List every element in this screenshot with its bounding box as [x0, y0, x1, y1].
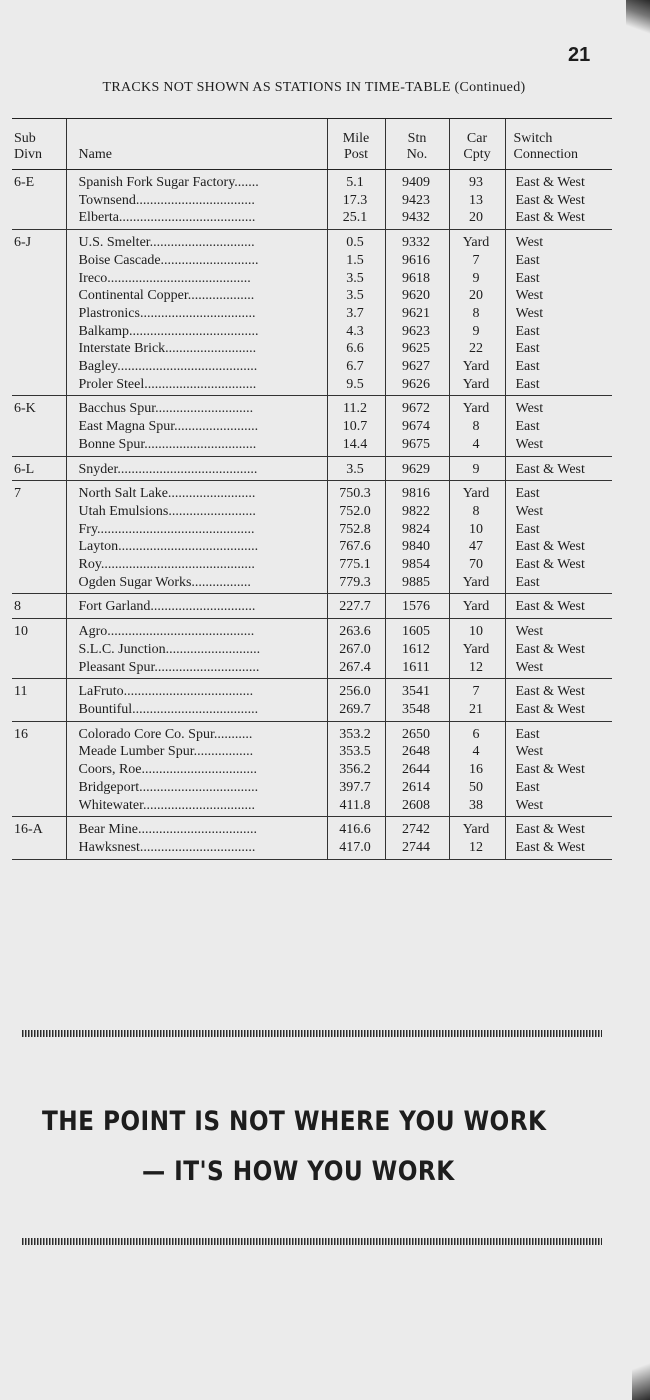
- station-number: 2644: [402, 762, 430, 778]
- switch-connection: East: [515, 486, 540, 502]
- track-name: Coors, Roe.................................: [78, 762, 257, 778]
- switch-connection-cell: [505, 170, 612, 230]
- switch-connection: East & West: [515, 641, 585, 657]
- switch-connection: East: [515, 574, 540, 590]
- mile-post: 752.0: [339, 503, 371, 519]
- station-number: 9675: [402, 436, 430, 452]
- header-stn-no: [385, 119, 449, 170]
- sub-division: 16-A: [12, 817, 66, 859]
- switch-connection-cell: [505, 721, 612, 817]
- mile-post: 6.6: [346, 341, 364, 357]
- car-capacity: 4: [472, 436, 480, 452]
- switch-connection: West: [515, 624, 544, 640]
- station-number: 9885: [402, 574, 430, 590]
- track-name: S.L.C. Junction...........................: [78, 641, 261, 657]
- station-number: 2608: [402, 797, 430, 813]
- track-name-cell: [66, 170, 327, 230]
- page-edge-shadow: [632, 1360, 650, 1400]
- car-capacity-cell: [449, 456, 505, 481]
- mile-post-cell: [327, 396, 385, 456]
- car-capacity: 9: [472, 461, 480, 477]
- mile-post-cell: [327, 679, 385, 721]
- mile-post: 752.8: [339, 521, 371, 537]
- car-capacity: Yard: [462, 235, 490, 251]
- track-name: Colorado Core Co. Spur...........: [78, 726, 253, 742]
- switch-connection: West: [515, 235, 544, 251]
- page-number: 21: [568, 44, 591, 66]
- car-capacity: 47: [469, 539, 483, 555]
- track-name-cell: [66, 619, 327, 679]
- table-row: [12, 481, 612, 594]
- station-number: 3548: [402, 701, 430, 717]
- track-name: Hawksnest.................................: [78, 839, 256, 855]
- track-name-cell: [66, 456, 327, 481]
- car-capacity: 20: [469, 210, 483, 226]
- car-capacity: Yard: [462, 376, 490, 392]
- track-name-cell: [66, 817, 327, 859]
- station-number: 2744: [402, 839, 430, 855]
- car-capacity: 9: [472, 270, 480, 286]
- mile-post: 3.7: [346, 305, 364, 321]
- car-capacity: Yard: [462, 401, 490, 417]
- car-capacity: 12: [469, 659, 483, 675]
- mile-post: 263.6: [339, 624, 371, 640]
- tracks-table: [12, 118, 612, 860]
- car-capacity-cell: [449, 170, 505, 230]
- mile-post: 775.1: [339, 557, 371, 573]
- station-number: 9822: [402, 503, 430, 519]
- slogan-line-2: — IT'S HOW YOU WORK: [142, 1156, 455, 1187]
- car-capacity-cell: [449, 594, 505, 619]
- car-capacity: 12: [469, 839, 483, 855]
- table-row: [12, 619, 612, 679]
- track-name-cell: [66, 721, 327, 817]
- car-capacity: 8: [472, 419, 480, 435]
- mile-post: 25.1: [342, 210, 368, 226]
- switch-connection: East: [515, 341, 540, 357]
- track-name-cell: [66, 481, 327, 594]
- station-number: 9621: [402, 305, 430, 321]
- page-corner-shadow: [626, 0, 650, 40]
- track-name: Plastronics.................................: [78, 305, 256, 321]
- car-capacity-cell: [449, 817, 505, 859]
- station-number-cell: [385, 481, 449, 594]
- track-name: Continental Copper...................: [78, 288, 255, 304]
- car-capacity: 4: [472, 744, 480, 760]
- track-name: Bear Mine..................................: [78, 822, 257, 838]
- station-number: 9625: [402, 341, 430, 357]
- track-name-cell: [66, 230, 327, 396]
- station-number-cell: [385, 230, 449, 396]
- switch-connection: East: [515, 359, 540, 375]
- switch-connection: East & West: [515, 175, 585, 190]
- sub-division: 8: [12, 594, 66, 619]
- station-number: 9674: [402, 419, 430, 435]
- car-capacity: Yard: [462, 486, 490, 502]
- table-row: [12, 679, 612, 721]
- station-number: 9626: [402, 376, 430, 392]
- track-name: U.S. Smelter..............................: [78, 235, 255, 251]
- track-name: Interstate Brick..........................: [78, 341, 257, 357]
- car-capacity: 70: [469, 557, 483, 573]
- mile-post: 356.2: [339, 762, 371, 778]
- track-name: Elberta.......................................: [78, 210, 256, 226]
- mile-post: 267.4: [339, 659, 371, 675]
- track-name: Bountiful....................................: [78, 701, 259, 717]
- track-name: Fort Garland..............................: [78, 599, 256, 615]
- station-number: 9840: [402, 539, 430, 555]
- station-number-cell: [385, 170, 449, 230]
- station-number: 9616: [402, 252, 430, 268]
- sub-division: 7: [12, 481, 66, 594]
- track-name: Meade Lumber Spur.................: [78, 744, 254, 760]
- switch-connection: East: [515, 419, 540, 435]
- switch-connection: East & West: [515, 539, 585, 555]
- car-capacity: 38: [469, 797, 483, 813]
- station-number: 2650: [402, 726, 430, 742]
- car-capacity: 10: [469, 521, 483, 537]
- header-name: Name: [66, 119, 327, 170]
- switch-connection: East & West: [515, 822, 585, 838]
- mile-post: 9.5: [346, 376, 364, 392]
- header-mile-post-text: Mile Post: [342, 131, 370, 162]
- table-row: [12, 456, 612, 481]
- mile-post: 3.5: [346, 288, 364, 304]
- mile-post: 5.1: [346, 175, 364, 190]
- switch-connection: East: [515, 323, 540, 339]
- station-number: 9629: [402, 461, 430, 477]
- station-number-cell: [385, 817, 449, 859]
- table-row: [12, 170, 612, 230]
- table-row: [12, 396, 612, 456]
- switch-connection: East: [515, 521, 540, 537]
- track-name: Snyder........................................: [78, 461, 258, 477]
- car-capacity: 50: [469, 779, 483, 795]
- page-heading: TRACKS NOT SHOWN AS STATIONS IN TIME-TABLE (Continued): [102, 80, 526, 95]
- car-capacity: Yard: [462, 574, 490, 590]
- car-capacity-cell: [449, 619, 505, 679]
- header-switch-connection: [505, 119, 612, 170]
- track-name: LaFruto.....................................: [78, 684, 254, 700]
- track-name: Bonne Spur................................: [78, 436, 257, 452]
- switch-connection: West: [515, 744, 544, 760]
- car-capacity-cell: [449, 230, 505, 396]
- switch-connection-cell: [505, 396, 612, 456]
- switch-connection-cell: [505, 481, 612, 594]
- station-number: 3541: [402, 684, 430, 700]
- mile-post: 417.0: [339, 839, 371, 855]
- mile-post: 767.6: [339, 539, 371, 555]
- track-name: Whitewater................................: [78, 797, 256, 813]
- tracks-table-body: [12, 170, 612, 860]
- mile-post: 416.6: [339, 822, 371, 838]
- station-number: 9623: [402, 323, 430, 339]
- table-row: [12, 721, 612, 817]
- mile-post: 11.2: [343, 401, 367, 417]
- station-number-cell: [385, 721, 449, 817]
- track-name: Spanish Fork Sugar Factory.......: [78, 175, 259, 190]
- mile-post: 750.3: [339, 486, 371, 502]
- track-name: Pleasant Spur..............................: [78, 659, 260, 675]
- station-number: 9409: [402, 175, 430, 190]
- mile-post-cell: [327, 481, 385, 594]
- track-name: Bagley........................................: [78, 359, 258, 375]
- station-number: 9423: [402, 192, 430, 208]
- switch-connection: East: [515, 779, 540, 795]
- switch-connection: East & West: [515, 461, 585, 477]
- car-capacity: 9: [472, 323, 480, 339]
- station-number: 9620: [402, 288, 430, 304]
- mile-post-cell: [327, 594, 385, 619]
- sub-division: 6-J: [12, 230, 66, 396]
- switch-connection: East: [515, 252, 540, 268]
- car-capacity: Yard: [462, 359, 490, 375]
- mile-post: 4.3: [346, 323, 364, 339]
- track-name: Layton........................................: [78, 539, 259, 555]
- switch-connection: East & West: [515, 701, 585, 717]
- track-name: Ireco.........................................: [78, 270, 251, 286]
- mile-post-cell: [327, 456, 385, 481]
- car-capacity: 13: [469, 192, 483, 208]
- station-number: 1612: [402, 641, 430, 657]
- station-number-cell: [385, 594, 449, 619]
- station-number: 9816: [402, 486, 430, 502]
- car-capacity: 7: [472, 252, 480, 268]
- mile-post: 779.3: [339, 574, 371, 590]
- track-name: Utah Emulsions.........................: [78, 503, 256, 519]
- track-name: Balkamp.....................................: [78, 323, 259, 339]
- station-number: 9854: [402, 557, 430, 573]
- car-capacity: Yard: [462, 641, 490, 657]
- station-number: 1611: [402, 659, 430, 675]
- mile-post: 353.5: [339, 744, 371, 760]
- mile-post-cell: [327, 619, 385, 679]
- switch-connection-cell: [505, 679, 612, 721]
- track-name: Townsend..................................: [78, 192, 255, 208]
- station-number-cell: [385, 619, 449, 679]
- mile-post: 256.0: [339, 684, 371, 700]
- switch-connection: East & West: [515, 762, 585, 778]
- mile-post: 1.5: [346, 252, 364, 268]
- switch-connection-cell: [505, 594, 612, 619]
- switch-connection: West: [515, 436, 544, 452]
- switch-connection: East & West: [515, 210, 585, 226]
- car-capacity-cell: [449, 396, 505, 456]
- mile-post: 3.5: [346, 461, 364, 477]
- track-name: Boise Cascade............................: [78, 252, 259, 268]
- switch-connection: East & West: [515, 192, 585, 208]
- track-name: East Magna Spur........................: [78, 419, 259, 435]
- track-name: Agro..........................................: [78, 624, 255, 640]
- mile-post: 10.7: [342, 419, 368, 435]
- mile-post: 411.8: [339, 797, 371, 813]
- track-name: Bridgeport..................................: [78, 779, 259, 795]
- sub-division: 6-L: [12, 456, 66, 481]
- station-number: 9618: [402, 270, 430, 286]
- switch-connection-cell: [505, 230, 612, 396]
- car-capacity-cell: [449, 481, 505, 594]
- track-name: Ogden Sugar Works.................: [78, 574, 251, 590]
- switch-connection: East & West: [515, 684, 585, 700]
- mile-post: 17.3: [342, 192, 368, 208]
- track-name: Fry.............................................: [78, 521, 255, 537]
- header-sub-divn-text: Sub Divn: [14, 131, 42, 162]
- car-capacity: 8: [472, 503, 480, 519]
- car-capacity: 10: [469, 624, 483, 640]
- header-stn-no-text: Stn No.: [406, 131, 428, 162]
- table-row: [12, 817, 612, 859]
- car-capacity: 8: [472, 305, 480, 321]
- car-capacity: Yard: [462, 599, 490, 615]
- switch-connection: East: [515, 376, 540, 392]
- switch-connection-cell: [505, 817, 612, 859]
- switch-connection: West: [515, 797, 544, 813]
- station-number-cell: [385, 679, 449, 721]
- table-row: [12, 594, 612, 619]
- mile-post: 3.5: [346, 270, 364, 286]
- station-number: 2648: [402, 744, 430, 760]
- station-number: 9627: [402, 359, 430, 375]
- sub-division: 6-K: [12, 396, 66, 456]
- slogan-line-1: THE POINT IS NOT WHERE YOU WORK: [42, 1106, 547, 1137]
- station-number-cell: [385, 396, 449, 456]
- track-name: Proler Steel................................: [78, 376, 257, 392]
- header-car-cpty-text: Car Cpty: [463, 131, 491, 162]
- car-capacity: 16: [469, 762, 483, 778]
- car-capacity: Yard: [462, 822, 490, 838]
- station-number: 2614: [402, 779, 430, 795]
- car-capacity: 7: [472, 684, 480, 700]
- mile-post-cell: [327, 170, 385, 230]
- header-switch-connection-text: Switch Connection: [513, 131, 579, 162]
- decorative-rule-top: [22, 1030, 602, 1037]
- track-name-cell: [66, 594, 327, 619]
- mile-post-cell: [327, 721, 385, 817]
- table-header-row: [12, 119, 612, 170]
- table-row: [12, 230, 612, 396]
- car-capacity-cell: [449, 679, 505, 721]
- switch-connection: East & West: [515, 839, 585, 855]
- mile-post: 269.7: [339, 701, 371, 717]
- switch-connection: West: [515, 288, 544, 304]
- decorative-rule-bottom: [22, 1238, 602, 1245]
- switch-connection: West: [515, 401, 544, 417]
- switch-connection: East: [515, 726, 540, 742]
- car-capacity: 22: [469, 341, 483, 357]
- car-capacity-cell: [449, 721, 505, 817]
- switch-connection: East: [515, 270, 540, 286]
- mile-post: 353.2: [339, 726, 371, 742]
- car-capacity: 93: [469, 175, 483, 190]
- sub-division: 11: [12, 679, 66, 721]
- mile-post: 6.7: [346, 359, 364, 375]
- header-sub-divn: [12, 119, 66, 170]
- car-capacity: 20: [469, 288, 483, 304]
- mile-post-cell: [327, 817, 385, 859]
- station-number: 1605: [402, 624, 430, 640]
- station-number: 9332: [402, 235, 430, 251]
- station-number: 9432: [402, 210, 430, 226]
- switch-connection: West: [515, 305, 544, 321]
- mile-post: 267.0: [339, 641, 371, 657]
- station-number: 9672: [402, 401, 430, 417]
- header-car-cpty: [449, 119, 505, 170]
- station-number: 9824: [402, 521, 430, 537]
- sub-division: 10: [12, 619, 66, 679]
- car-capacity: 21: [469, 701, 483, 717]
- car-capacity: 6: [472, 726, 480, 742]
- header-mile-post: [327, 119, 385, 170]
- track-name: North Salt Lake.........................: [78, 486, 256, 502]
- sub-division: 6-E: [12, 170, 66, 230]
- station-number-cell: [385, 456, 449, 481]
- track-name-cell: [66, 679, 327, 721]
- mile-post: 0.5: [346, 235, 364, 251]
- track-name: Bacchus Spur............................: [78, 401, 254, 417]
- track-name: Roy............................................: [78, 557, 255, 573]
- station-number: 2742: [402, 822, 430, 838]
- switch-connection-cell: [505, 619, 612, 679]
- sub-division: 16: [12, 721, 66, 817]
- mile-post: 14.4: [342, 436, 368, 452]
- switch-connection: West: [515, 659, 544, 675]
- mile-post: 397.7: [339, 779, 371, 795]
- mile-post: 227.7: [339, 599, 371, 615]
- mile-post-cell: [327, 230, 385, 396]
- switch-connection: West: [515, 503, 544, 519]
- track-name-cell: [66, 396, 327, 456]
- switch-connection: East & West: [515, 557, 585, 573]
- switch-connection-cell: [505, 456, 612, 481]
- station-number: 1576: [402, 599, 430, 615]
- switch-connection: East & West: [515, 599, 585, 615]
